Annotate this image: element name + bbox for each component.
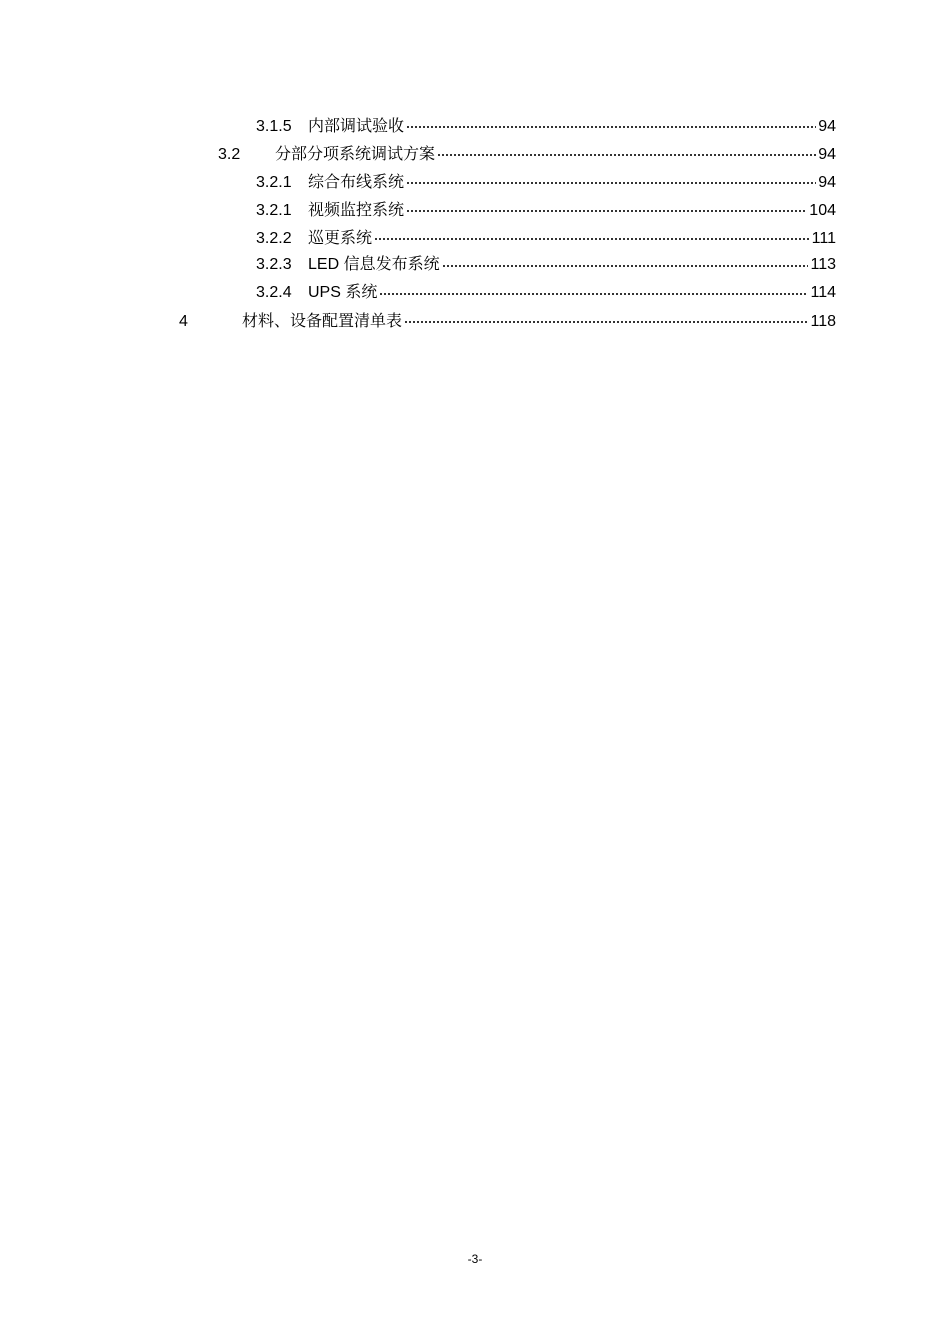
toc-dot-leader: [437, 154, 816, 156]
toc-entry-title: 巡更系统: [308, 228, 373, 247]
toc-entry-page: 104: [809, 202, 836, 219]
toc-entry[interactable]: [179, 309, 836, 333]
toc-dot-leader: [406, 126, 816, 128]
toc-entry-page: 118: [810, 313, 836, 330]
toc-entry-number: 3.2.3: [256, 256, 292, 273]
toc-entry[interactable]: [256, 253, 836, 277]
toc-entry-title: 内部调试验收: [308, 116, 405, 135]
page-number: -3-: [467, 1252, 483, 1266]
toc-entry-number: 3.2.4: [256, 284, 292, 301]
toc-entry[interactable]: [256, 281, 836, 305]
toc-dot-leader: [379, 293, 808, 295]
toc-entry-title: 材料、设备配置清单表: [242, 311, 403, 330]
toc-entry-number: 4: [179, 313, 188, 330]
toc-entry-number: 3.2.1: [256, 202, 292, 219]
toc-dot-leader: [406, 210, 807, 212]
toc-entry-page: 114: [810, 284, 836, 301]
toc-entry-page: 94: [818, 118, 836, 135]
toc-entry-page: 94: [818, 146, 836, 163]
toc-entry-number: 3.2.2: [256, 230, 292, 247]
toc-entry-title: 综合布线系统: [308, 172, 405, 191]
toc-dot-leader: [442, 265, 809, 267]
toc-entry-number: 3.2: [218, 146, 241, 163]
toc-entry[interactable]: [256, 226, 836, 250]
toc-entry-page: 113: [810, 256, 836, 273]
toc-entry[interactable]: [256, 114, 836, 138]
toc-entry-page: 111: [811, 230, 836, 247]
toc-entry[interactable]: [256, 198, 836, 222]
toc-entry[interactable]: [256, 170, 836, 194]
toc-dot-leader: [374, 238, 810, 240]
toc-dot-leader: [404, 321, 808, 323]
toc-entry-title: UPS 系统: [308, 284, 378, 301]
toc-entry-number: 3.1.5: [256, 118, 292, 135]
toc-entry-page: 94: [818, 174, 836, 191]
toc-entry-number: 3.2.1: [256, 174, 292, 191]
toc-entry-title: LED 信息发布系统: [308, 256, 440, 273]
toc-entry[interactable]: [218, 142, 836, 166]
toc-entry-title: 视频监控系统: [308, 200, 405, 219]
toc-entry-title: 分部分项系统调试方案: [275, 144, 436, 163]
toc-dot-leader: [406, 182, 816, 184]
